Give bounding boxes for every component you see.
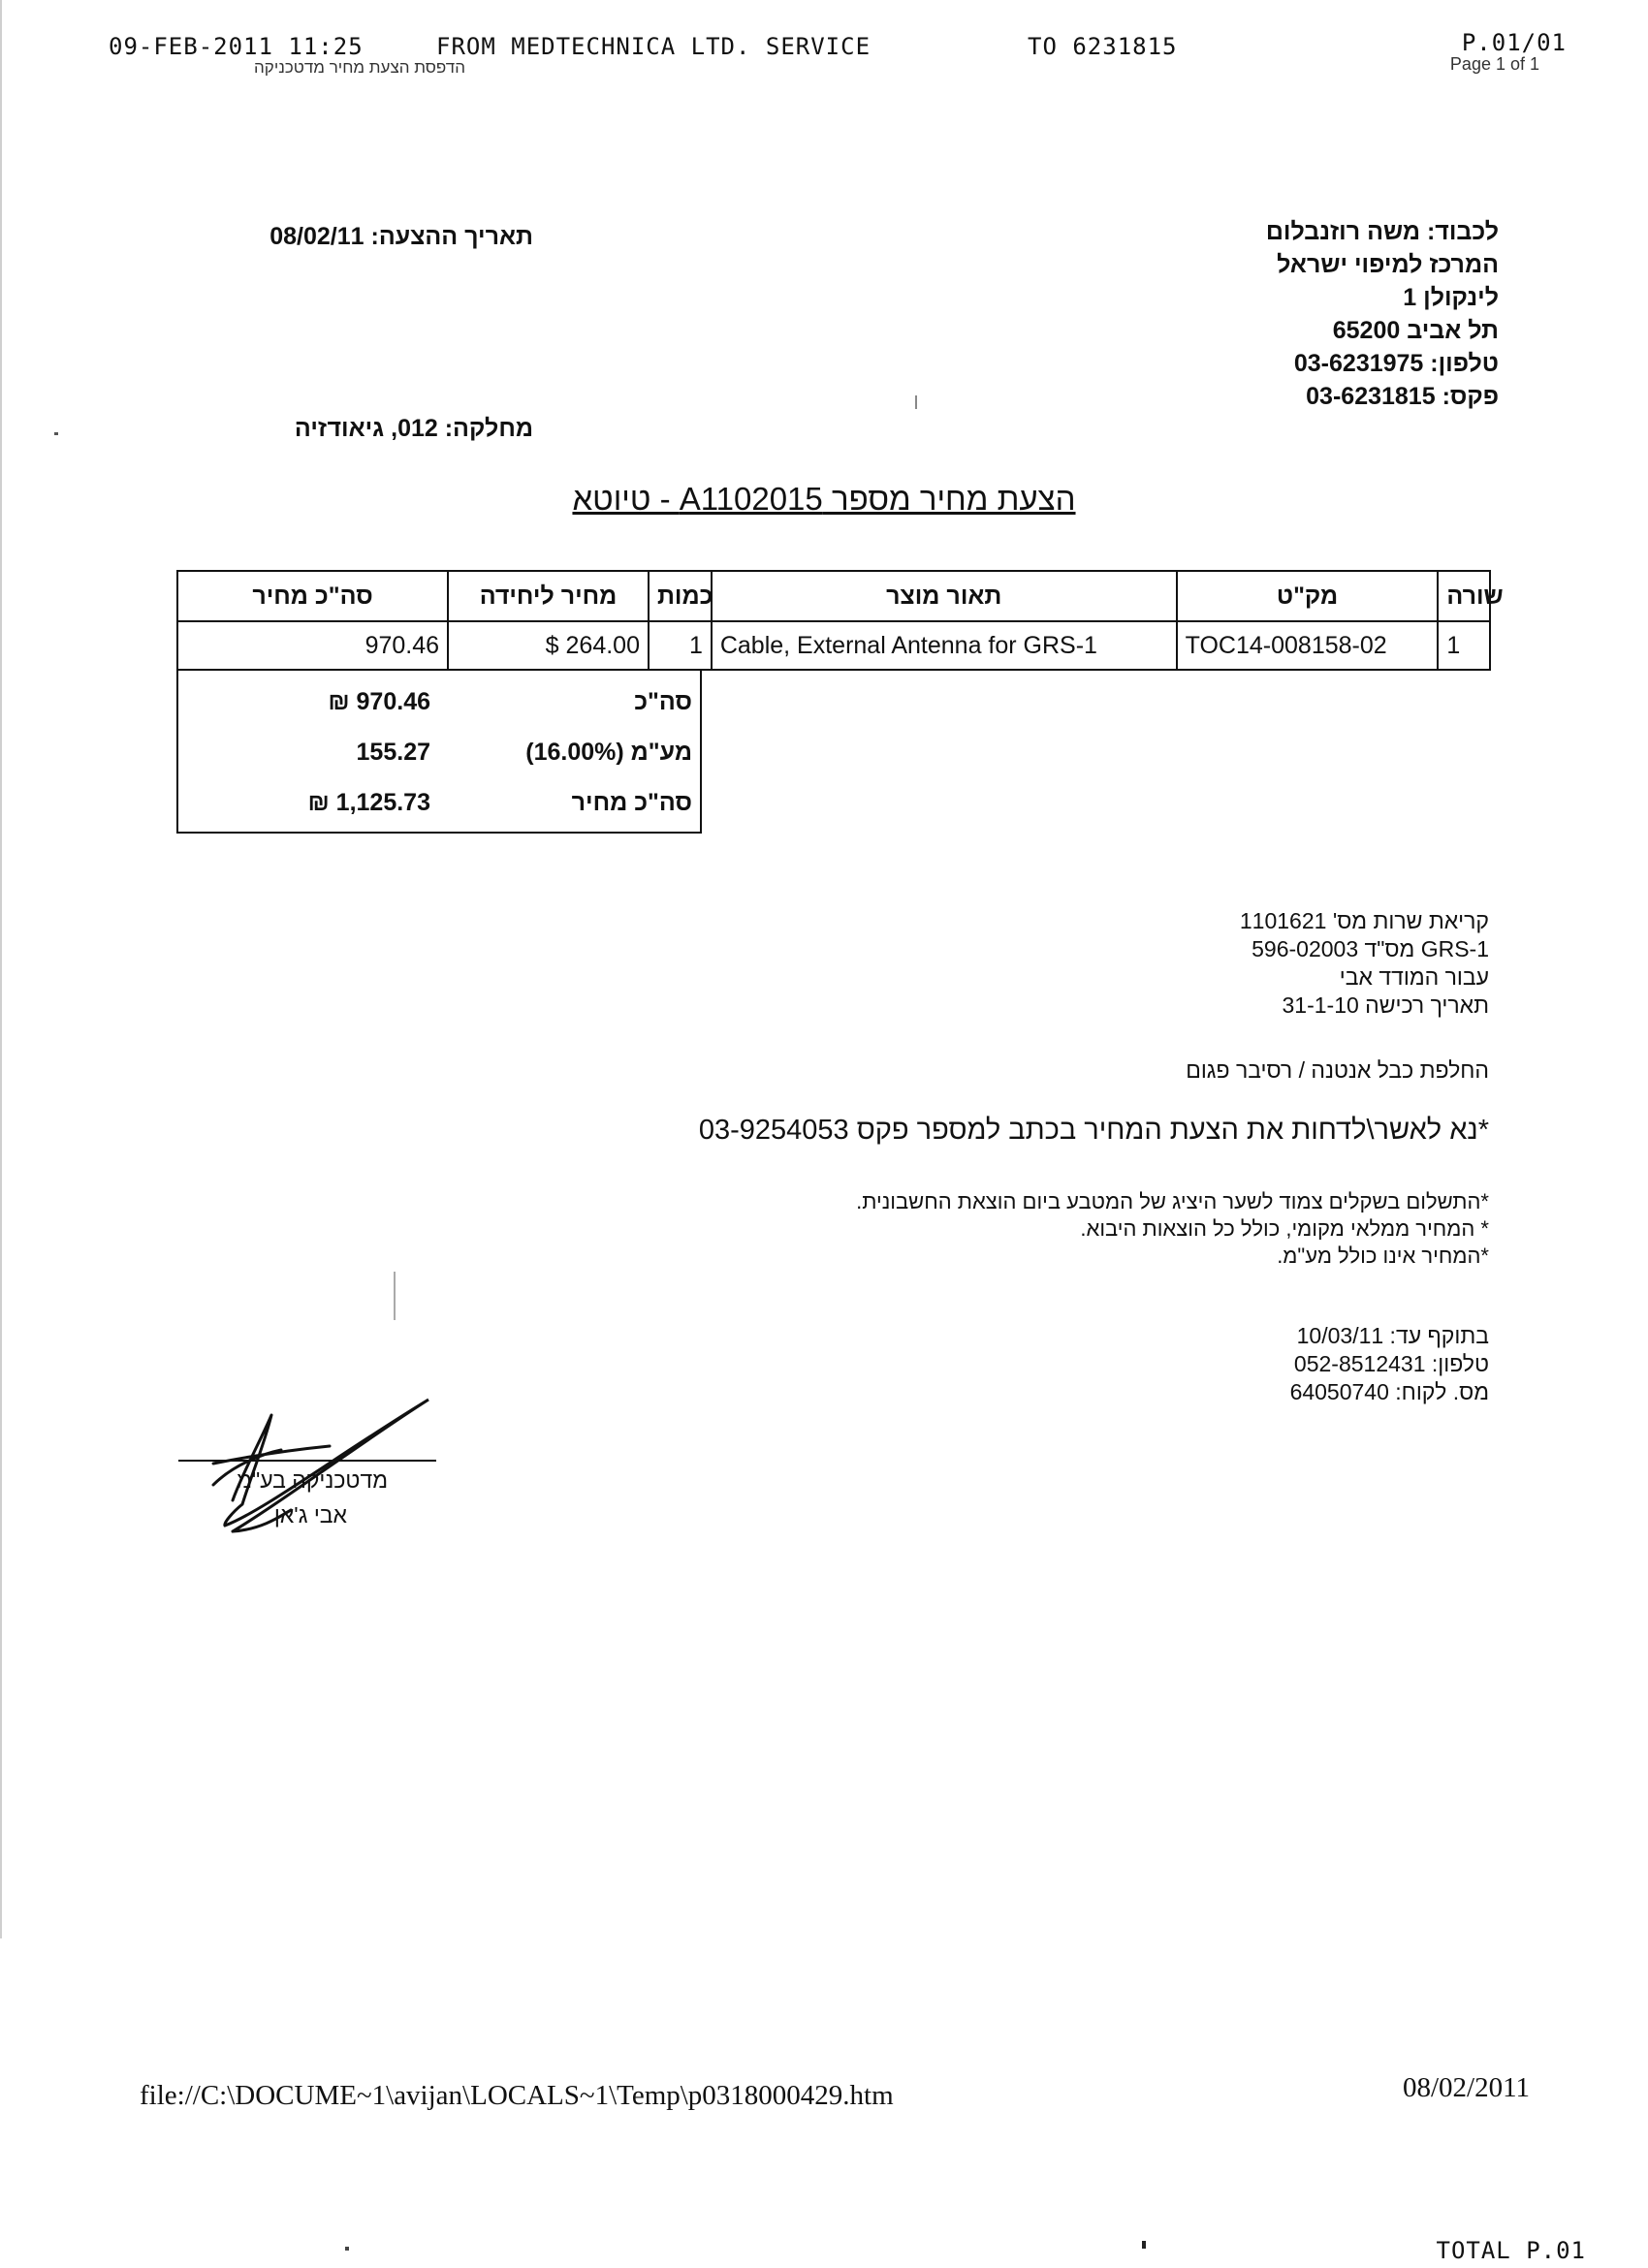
vat-row	[178, 733, 700, 772]
term-item: *התשלום בשקלים צמוד לשער היציג של המטבע ביום הוצאת החשבונית.	[856, 1189, 1489, 1213]
recipient-street: לינקולן 1	[1403, 284, 1499, 311]
quote-date-value: 08/02/11	[269, 223, 364, 250]
table-row	[177, 621, 1490, 670]
row-line: 1	[1438, 621, 1490, 670]
department: מחלקה: 012, גיאודזיה	[294, 415, 533, 442]
vat-label: מע"מ (16.00%)	[525, 739, 692, 766]
work-description: החלפת כבל אנטנה / רסיבר פגום	[1186, 1057, 1489, 1083]
quote-title: הצעת מחיר מספר A1102015 - טיוטא	[572, 481, 1076, 517]
service-call-number: קריאת שרות מס' 1101621	[1239, 908, 1489, 933]
signature-name: אבי ג'אן	[273, 1502, 347, 1528]
vat-value: 155.27	[356, 739, 430, 766]
recipient-city: תל אביב 65200	[1332, 317, 1499, 344]
contact-phone: טלפון: 052-8512431	[1293, 1351, 1489, 1376]
grand-total-label: סה"כ מחיר	[571, 789, 692, 816]
recipient-block	[995, 215, 1499, 413]
recipient-phone: טלפון: 03-6231975	[1293, 350, 1499, 377]
grand-total-row	[178, 783, 700, 822]
service-info	[752, 907, 1489, 1020]
row-catalog: TOC14-008158-02	[1177, 621, 1439, 670]
signature-company: מדטכניקה בע"מ	[237, 1467, 388, 1493]
term-item: * המחיר ממלאי מקומי, כולל כל הוצאות היבוא.	[1080, 1216, 1489, 1241]
scan-mark	[915, 395, 917, 409]
header-qty: כמות	[649, 571, 712, 621]
footer-date: 08/02/2011	[1402, 2072, 1530, 2103]
customer-number: מס. לקוח: 64050740	[1289, 1379, 1489, 1404]
quote-date	[233, 223, 533, 251]
subtotal-label: סה"כ	[634, 688, 692, 715]
page-of: Page 1 of 1	[1449, 54, 1539, 74]
items-table	[176, 570, 1504, 671]
fax-subtitle: הדפסת הצעת מחיר מדטכניקה	[254, 58, 465, 77]
row-qty: 1	[649, 621, 712, 670]
row-unit-price: $ 264.00	[448, 621, 649, 670]
valid-until: בתוקף עד: 10/03/11	[1296, 1323, 1489, 1348]
row-total: 970.46	[177, 621, 448, 670]
device-serial: GRS-1 מס"ד 596-02003	[1252, 936, 1489, 961]
recipient-name: לכבוד: משה רוזנבלום	[1265, 218, 1499, 245]
grand-total-value: 1,125.73 ₪	[307, 789, 430, 816]
scan-mark	[54, 432, 58, 435]
totals-box	[176, 669, 702, 834]
header-line: שורה	[1438, 571, 1490, 621]
fax-to: TO 6231815	[1028, 33, 1178, 60]
quote-date-label: תאריך ההצעה:	[370, 223, 533, 250]
term-item: *המחיר אינו כולל מע"מ.	[1277, 1244, 1489, 1268]
total-pages: TOTAL P.01	[1436, 2237, 1586, 2264]
device-owner: עבור המודד אבי	[1339, 964, 1489, 990]
header-total: סה"כ מחיר	[177, 571, 448, 621]
subtotal-row	[178, 682, 700, 721]
fax-from: FROM MEDTECHNICA LTD. SERVICE	[436, 33, 872, 60]
row-description: Cable, External Antenna for GRS-1	[712, 621, 1177, 670]
header-catalog: מק"ט	[1177, 571, 1439, 621]
purchase-date: תאריך רכישה 31-1-10	[1282, 992, 1489, 1018]
scan-mark	[394, 1272, 396, 1320]
terms-list	[617, 1188, 1489, 1270]
approval-request: *נא לאשר\לדחות את הצעת המחיר בכתב למספר פקס 03-9254053	[698, 1115, 1489, 1146]
footer-file-path: file://C:\DOCUME~1\avijan\LOCALS~1\Temp\p0318000429.htm	[140, 2080, 894, 2111]
recipient-fax: פקס: 03-6231815	[1306, 383, 1499, 410]
table-header-row	[177, 571, 1490, 621]
header-description: תאור מוצר	[712, 571, 1177, 621]
header-unit-price: מחיר ליחידה	[448, 571, 649, 621]
scan-mark	[1142, 2241, 1146, 2249]
fax-timestamp: 09-FEB-2011 11:25	[109, 33, 364, 60]
scan-edge	[0, 0, 2, 1938]
scan-mark	[345, 2247, 349, 2251]
recipient-organization: המרכז למיפוי ישראל	[1277, 251, 1499, 278]
fax-page: P.01/01	[1461, 29, 1567, 56]
subtotal-value: 970.46 ₪	[328, 688, 430, 715]
validity-block	[752, 1322, 1489, 1406]
